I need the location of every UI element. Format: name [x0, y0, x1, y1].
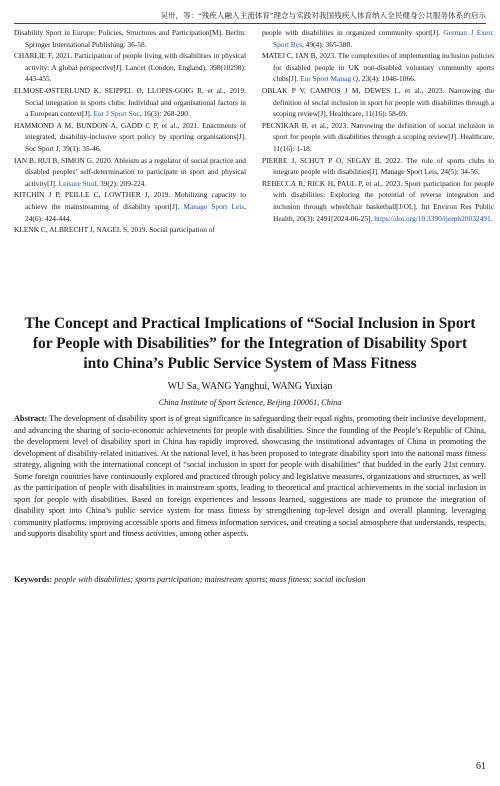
reference-entry — [262, 85, 494, 120]
reference-text: OBLAK P V, CAMPOS J M, DEWES L, et al., 2023. Narrowing the definition of social inclusion in sport for people with disabilities through a scoping review[J]. Healthcare, 11(16): 58-69. — [262, 85, 494, 119]
reference-text: PIERRE J, SCHUT P O, SEGAY B, 2022. The role of sports clubs to integrate people with disabilities[J]. Manage Sport Leis, 24(5): 34-56. — [262, 155, 494, 177]
keywords-text: people with disabilities; sports participation; mainstream sports; mass fitness; social inclusion — [54, 575, 366, 584]
page-number: 61 — [476, 761, 486, 772]
reference-link[interactable]: German J Exerc Sport Res — [273, 28, 494, 49]
reference-entry — [262, 178, 494, 224]
reference-link[interactable]: Leisure Stud — [58, 178, 97, 188]
affiliation: China Institute of Sport Science, Beijing 100061, China — [158, 398, 342, 407]
reference-entry — [262, 50, 494, 85]
references-right-column — [262, 27, 494, 224]
reference-entry — [262, 27, 494, 50]
reference-entry — [262, 155, 494, 178]
reference-text: KITCHIN J P, PEILLE C, LOWTHER J, 2019. Mobilizing capacity to achieve the mainstreaming of disability sport[J]. — [14, 190, 246, 211]
abstract — [14, 413, 486, 540]
reference-tail: , 49(4): 365-380. — [301, 39, 353, 49]
reference-tail: . — [490, 213, 493, 223]
reference-entry — [14, 155, 246, 190]
references-section — [14, 27, 494, 285]
reference-tail: , 16(3): 268-290. — [139, 109, 190, 119]
abstract-label: Abstract: — [14, 414, 48, 423]
reference-text: REBECCA R, RICK H, PAUL P, et al., 2023. Sport participation for people with disabilities: Exploring the potential of reverse integration and inclusion through wheelchair basketball[J/OL]. Int Environ Res Public Health, 20(3): 2491[2024-06-25]. — [262, 178, 494, 223]
reference-tail: , 24(6): 424-444. — [25, 201, 246, 223]
reference-text: KLENK C, ALBRECHT J, NAGEL S, 2019. Social participation of — [14, 225, 215, 235]
reference-entry — [14, 85, 246, 120]
keywords — [14, 574, 486, 586]
reference-entry — [14, 50, 246, 85]
reference-text: PECNIKAR B, et al., 2023. Narrowing the definition of social inclusion in sport for people with disabilities through a scoping review[J]. Healthcare, 11(16): 1-18. — [262, 120, 494, 153]
reference-text: HAMMOND A M, BUNDON A, GADD C P, et al., 2021. Enactments of integrated, disability-inclusive sport policy by sporting organisations[J]. Soc Sport J, 39(1): 35-46. — [14, 120, 246, 153]
reference-tail: , 39(2): 209-224. — [96, 178, 147, 188]
reference-text: Disability Sport in Europe: Policies, Structures and Participation[M]. Berlin: Springer International Publishing: 36-58. — [14, 28, 246, 49]
keywords-label: Keywords: — [14, 575, 53, 584]
reference-entry — [14, 27, 246, 50]
reference-link[interactable]: https://doi.org/10.3390/ijerph20032491 — [374, 213, 491, 223]
reference-text: MATEJ C, IAN B, 2023. The complexities of implementing inclusion policies for disabled people in UK non-disabled voluntary community sports clubs[J]. — [262, 51, 494, 84]
reference-text: IAN B, RUI B, SIMON G, 2020. Ableism as a regulator of social practice and disabled peoples’ self-determination to participate in sport and physical activity[J]. — [14, 155, 246, 188]
reference-text: CHARLIE F, 2021. Participation of people living with disabilities in physical activity: A global perspective[J]. Lancet (London, England), 398(10298): 443-455. — [14, 51, 246, 84]
reference-text: ELMOSE-ØSTERLUND K, SEIPPEL Ø, LLOPIS-GOIG R, et al., 2019. Social integration in sports clubs: Individual and organisational factors in a European context[J]. — [14, 85, 246, 119]
reference-text: people with disabilities in organized community sport[J]. — [262, 28, 444, 37]
article-title: The Concept and Practical Implications of “Social Inclusion in Sport for People with Disabilities” for the Integration of Disability Sport into China’s Public Service System of Mass Fitness — [24, 315, 476, 372]
reference-link[interactable]: Eur Sport Manag Q — [300, 74, 359, 84]
running-header: 吴卅，等：“残疾人融入主流体育”理念与实践对我国残疾人体育纳入全民健身公共服务体系的启示 — [160, 11, 486, 20]
reference-tail: , 23(4): 1046-1066. — [358, 74, 416, 84]
reference-entry — [14, 224, 246, 236]
header-rule — [14, 23, 486, 24]
references-left-column — [14, 27, 246, 236]
reference-link[interactable]: Eur J Sport Soc — [93, 109, 140, 119]
abstract-text: The development of disability sport is of great significance in safeguarding their equal rights, promoting their inclusive development, and advancing the sharing of socio-economic achievements for people with disabilities. Since the founding of the People’s Republic of China, the development level of disability sport in China has rapidly improved, showcasing the institutional advantages of China in promoting the development of disability-related initiatives. At the national level, it has been proposed to integrate disability sport into the national mass fitness strategy, aligning with the international concept of “social inclusion in sport for people with disabilities” that budded in the early 21st century. Some foreign countries have continuously explored and practiced through policy and legislative measures, organizations and structures, as well as the participation of people with disabilities in mainstream sports, leading to theoretical and practical achievements in the social inclusion in sport for people with disabilities. Based on foreign experiences and lessons learned, suggestions are made to promote the integration of disability sport into China’s public service system for mass fitness by strengthening top-level design and overall planning, leveraging community platforms, improving accessible sports and fitness information services, and creating a social atmosphere that understands, respects, and supports disability sport and fitness activities, among other aspects. — [14, 414, 486, 538]
reference-entry — [14, 189, 246, 224]
authors: WU Sa, WANG Yanghui, WANG Yuxian — [167, 381, 333, 392]
reference-link[interactable]: Manage Sport Leis — [183, 201, 245, 211]
reference-entry — [14, 120, 246, 155]
reference-entry — [262, 120, 494, 155]
